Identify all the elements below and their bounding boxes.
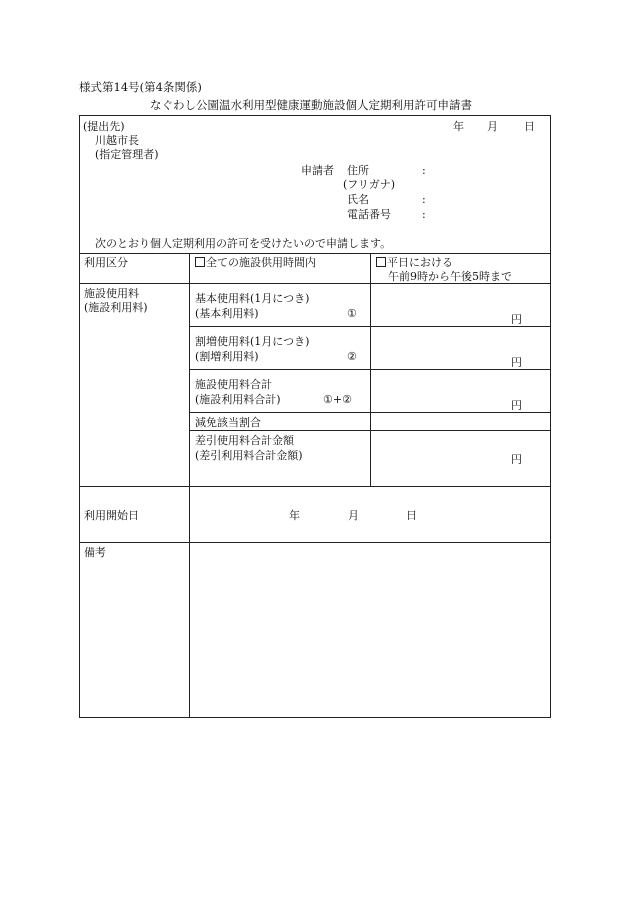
applicant-label: 申請者 xyxy=(301,164,334,177)
remarks-label: 備考 xyxy=(84,546,106,559)
start-date-label: 利用開始日 xyxy=(84,509,139,522)
fees-label-alt: (施設利用料) xyxy=(84,301,148,314)
basic-fee-sublabel: (基本利用料) xyxy=(195,307,259,320)
total-fee-sublabel: (施設利用料合計) xyxy=(195,393,281,406)
address-label: 住所 xyxy=(347,164,369,177)
usage-all-checkbox[interactable] xyxy=(195,257,205,267)
usage-all-text: 全ての施設供用時間内 xyxy=(206,256,316,269)
surcharge-fee-currency: 円 xyxy=(511,356,522,369)
basic-fee-mark: ① xyxy=(347,307,357,320)
recipient-mayor: 川越市長 xyxy=(95,134,139,147)
rule-header-bottom xyxy=(79,253,551,254)
usage-weekday-checkbox[interactable] xyxy=(376,257,386,267)
usage-weekday-hours: 午前9時から午後5時まで xyxy=(388,270,512,283)
fees-label: 施設使用料 xyxy=(84,287,139,300)
total-fee-currency: 円 xyxy=(511,399,522,412)
form-number: 様式第14号(第4条関係) xyxy=(79,80,202,94)
surcharge-fee-mark: ② xyxy=(347,350,357,363)
form-title: なぐわし公園温水利用型健康運動施設個人定期利用許可申請書 xyxy=(150,98,472,112)
net-fee-label: 差引使用料合計金額 xyxy=(195,434,294,447)
rule-usage-bottom xyxy=(79,283,551,284)
reduction-label: 減免該当割合 xyxy=(195,416,261,429)
net-fee-currency: 円 xyxy=(511,453,522,466)
application-statement: 次のとおり個人定期利用の許可を受けたいので申請します。 xyxy=(95,237,392,250)
address-colon: : xyxy=(422,164,426,177)
surcharge-fee-sublabel: (割増利用料) xyxy=(195,350,259,363)
start-date-month: 月 xyxy=(348,509,359,522)
rule-label-column xyxy=(189,253,190,718)
total-fee-mark: ①+② xyxy=(323,393,352,406)
basic-fee-currency: 円 xyxy=(511,313,522,326)
remarks-field[interactable] xyxy=(191,544,549,716)
rule-usage-split xyxy=(370,253,371,283)
net-fee-sublabel: (差引利用料合計金額) xyxy=(195,449,303,462)
phone-label: 電話番号 xyxy=(347,208,391,221)
rule-fees-bottom xyxy=(79,486,551,487)
start-date-year: 年 xyxy=(289,509,300,522)
usage-label: 利用区分 xyxy=(84,256,128,269)
recipient-manager: (指定管理者) xyxy=(95,148,159,161)
rule-amount-column xyxy=(370,283,371,486)
usage-weekday-text: 平日における xyxy=(387,256,453,269)
usage-option-all[interactable] xyxy=(195,257,316,268)
rule-start-bottom xyxy=(79,542,551,543)
surcharge-fee-label: 割増使用料(1月につき) xyxy=(195,335,310,348)
recipient-label: (提出先) xyxy=(83,120,125,133)
total-fee-label: 施設使用料合計 xyxy=(195,378,272,391)
name-label: 氏名 xyxy=(347,193,369,206)
date-year: 年 xyxy=(453,120,464,133)
name-colon: : xyxy=(422,193,426,206)
start-date-day: 日 xyxy=(406,509,417,522)
phone-colon: : xyxy=(422,208,426,221)
usage-option-weekday[interactable] xyxy=(376,257,453,268)
date-month: 月 xyxy=(487,120,498,133)
date-day: 日 xyxy=(524,120,535,133)
furigana-label: (フリガナ) xyxy=(343,178,396,191)
basic-fee-label: 基本使用料(1月につき) xyxy=(195,292,310,305)
